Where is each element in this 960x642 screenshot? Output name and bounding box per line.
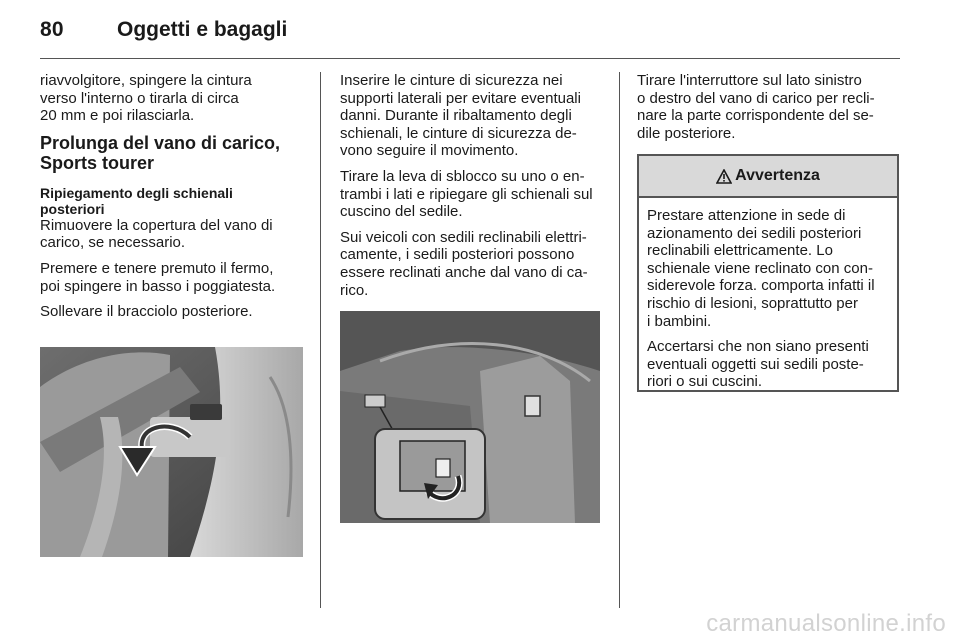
column1-paragraph: Premere e tenere premuto il fermo, poi spingere in basso i poggiatesta. <box>40 259 276 295</box>
warning-box <box>637 154 899 392</box>
warning-header <box>639 156 897 198</box>
page-number: 80 <box>40 18 64 41</box>
column-divider-1 <box>320 72 321 608</box>
warning-body <box>639 198 897 391</box>
column-1 <box>40 72 306 329</box>
warning-paragraph: Prestare attenzione in sede di azionamento dei sedili posteriori reclinabili elettricamente. Lo schienale viene reclinato con con- siderevole forza. comporta infatti il rischio di lesioni, soprattutto per i bambini. <box>647 207 875 330</box>
column2-paragraph: Sui veicoli con sedili reclinabili elettri- camente, i sedili posteriori possono essere reclinati anche dal vano di ca- rico. <box>340 228 588 299</box>
column2-paragraph: Inserire le cinture di sicurezza nei supporti laterali per evitare eventuali danni. Durante il ribaltamento degli schienali, le cinture di sicurezza de- vono seguire il movimento. <box>340 72 581 160</box>
column-divider-2 <box>619 72 620 608</box>
section-heading: Prolunga del vano di carico, Sports tourer <box>40 132 281 173</box>
warning-title: Avvertenza <box>735 167 820 184</box>
header-rule <box>40 58 900 59</box>
column1-paragraph: Sollevare il bracciolo posteriore. <box>40 303 253 321</box>
column3-intro: Tirare l'interruttore sul lato sinistro o destro del vano di carico per recli- nare la parte corrispondente del se- dile posteriore. <box>637 72 875 142</box>
cargo-switch-illustration <box>340 311 600 523</box>
watermark: carmanualsonline.info <box>706 610 946 637</box>
column2-paragraph: Tirare la leva di sblocco su uno o en- trambi i lati e ripiegare gli schienali sul cuscino del sedile. <box>340 167 593 221</box>
column-2 <box>340 72 606 307</box>
warning-triangle-icon <box>716 169 732 184</box>
armrest-illustration <box>40 347 303 557</box>
page-title: Oggetti e bagagli <box>117 18 288 41</box>
column1-intro: riavvolgitore, spingere la cintura verso l'interno o tirarla di circa 20 mm e poi rilasciarla. <box>40 72 252 125</box>
column-3 <box>637 72 903 150</box>
column1-paragraph: Rimuovere la copertura del vano di carico, se necessario. <box>40 216 273 252</box>
warning-paragraph: Accertarsi che non siano presenti eventuali oggetti sui sedili poste- riori o sui cuscini. <box>647 338 869 391</box>
sub-heading: Ripiegamento degli schienali posteriori <box>40 184 233 217</box>
